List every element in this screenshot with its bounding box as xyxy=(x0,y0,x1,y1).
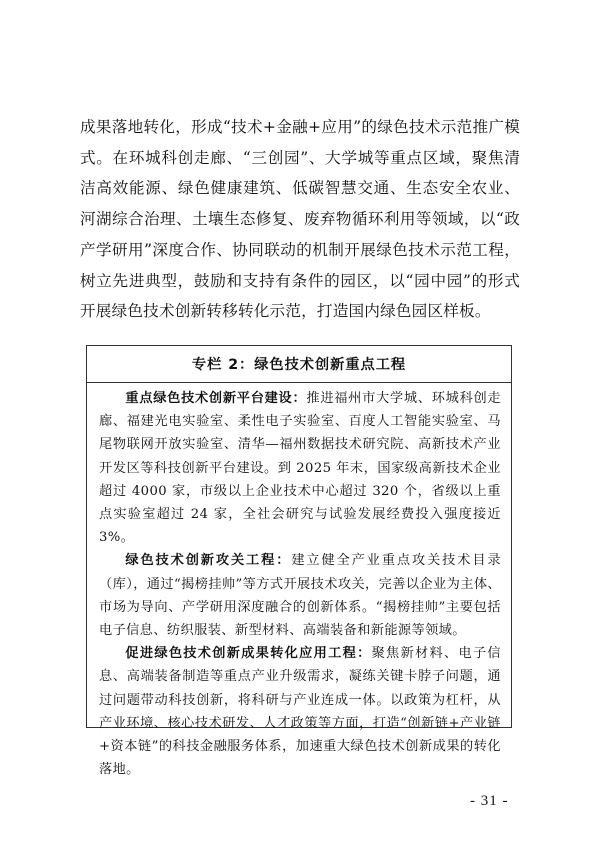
project-item xyxy=(99,387,501,549)
page-number: - 31 - xyxy=(470,793,509,809)
project-item xyxy=(99,642,501,781)
feature-column-title: 专栏 2：绿色技术创新重点工程 xyxy=(87,346,511,383)
project-heading: 促进绿色技术创新成果转化应用工程： xyxy=(125,646,372,662)
feature-column-box xyxy=(86,345,512,778)
feature-column-body xyxy=(87,383,511,781)
project-item xyxy=(99,549,501,642)
project-heading: 重点绿色技术创新平台建设： xyxy=(125,391,307,406)
project-text: 推进福州市大学城、环城科创走廊、福建光电实验室、柔性电子实验室、百度人工智能实验室、马尾物联网开放实验室、清华—福州数据技术研究院、高新技术产业开发区等科技创新平台建设。到 2025 年末，国家级高新技术企业超过 4000 家，市级以上企业技术中心超过 320 个，省级以上重点实验室超过 24 家，全社会研究与试验发展经费投入强度接近 3%。 xyxy=(99,391,501,546)
body-paragraph: 成果落地转化，形成“技术+金融+应用”的绿色技术示范推广模式。在环城科创走廊、“三创园”、大学城等重点区域，聚焦清洁高效能源、绿色健康建筑、低碳智慧交通、生态安全农业、河湖综合治理、土壤生态修复、废弃物循环利用等领域，以“政产学研用”深度合作、协同联动的机制开展绿色技术示范工程，树立先进典型，鼓励和支持有条件的园区，以“园中园”的形式开展绿色技术创新转移转化示范，打造国内绿色园区样板。 xyxy=(80,118,520,321)
project-text: 聚焦新材料、电子信息、高端装备制造等重点产业升级需求，凝练关键卡脖子问题，通过问题带动科技创新，将科研与产业连成一体。以政策为杠杆，从产业环境、核心技术研发、人才政策等方面，打造“创新链+产业链+资本链”的科技金融服务体系，加速重大绿色技术创新成果的转化落地。 xyxy=(99,646,501,778)
project-text: 建立健全产业重点攻关技术目录（库），通过“揭榜挂帅”等方式开展技术攻关，完善以企业为主体、市场为导向、产学研用深度融合的创新体系。“揭榜挂帅”主要包括电子信息、纺织服装、新型材料、高端装备和新能源等领域。 xyxy=(99,553,501,639)
project-heading: 绿色技术创新攻关工程： xyxy=(125,553,292,569)
